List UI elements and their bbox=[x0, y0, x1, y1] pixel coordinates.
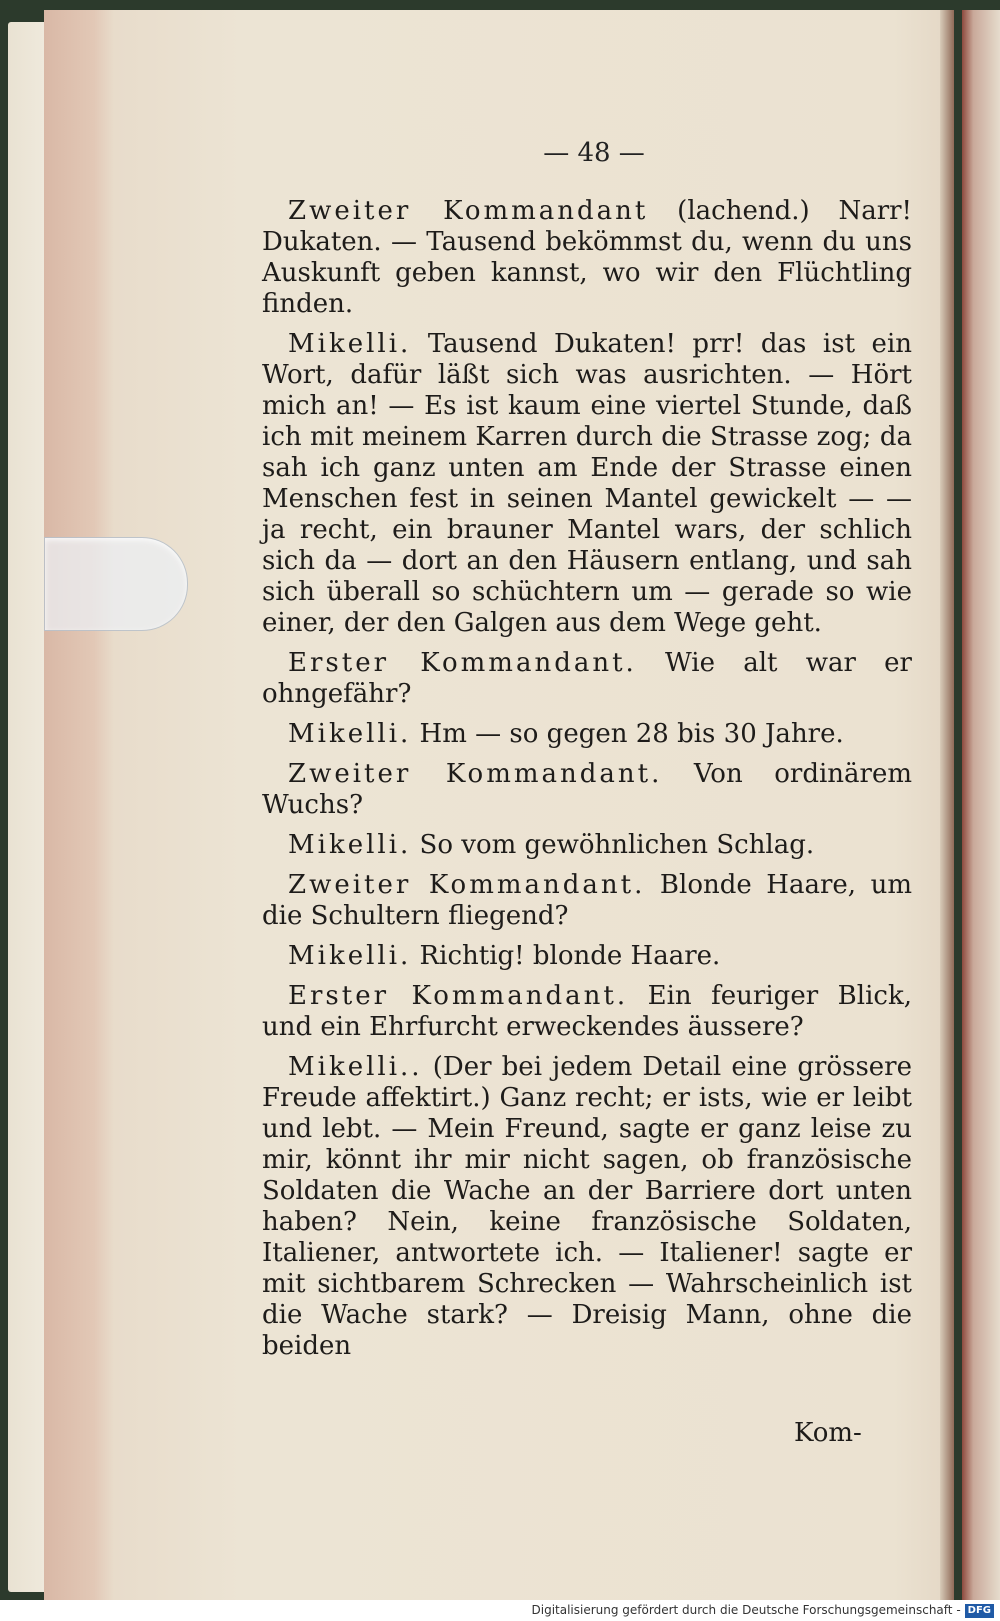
paragraph-text: Wie alt war er ohngefähr? bbox=[262, 648, 912, 709]
footer-text: Digitalisierung gefördert durch die Deutsche Forschungsgemeinschaft - bbox=[531, 1603, 961, 1617]
digitization-footer bbox=[0, 1600, 1000, 1621]
speaker-name: Erster Kommandant. bbox=[288, 981, 629, 1011]
paragraph-text: Hm — so gegen 28 bis 30 Jahre. bbox=[411, 719, 844, 749]
speaker-name: Mikelli. bbox=[288, 329, 412, 359]
paragraph-text: Blonde Haare, um die Schultern fliegend? bbox=[262, 870, 912, 931]
paragraph-text: Richtig! blonde Haare. bbox=[411, 941, 721, 971]
paragraph bbox=[262, 870, 912, 932]
page-gutter bbox=[940, 10, 954, 1600]
speaker-name: Mikelli. bbox=[288, 719, 412, 749]
paragraph-text: So vom gewöhnlichen Schlag. bbox=[411, 830, 815, 860]
paragraph bbox=[262, 759, 912, 821]
book-page bbox=[44, 10, 954, 1600]
paragraph bbox=[262, 1052, 912, 1362]
text-block bbox=[262, 196, 912, 1371]
speaker-name: Mikelli.. bbox=[288, 1052, 423, 1082]
speaker-name: Erster Kommandant. bbox=[288, 648, 637, 678]
paragraph bbox=[262, 719, 912, 750]
paragraph-text: Von ordinärem Wuchs? bbox=[262, 759, 913, 820]
page-number: — 48 — bbox=[543, 138, 645, 168]
facing-page-edge bbox=[962, 10, 1000, 1605]
speaker-name: Zweiter Kommandant bbox=[288, 196, 649, 226]
dfg-logo-icon: DFG bbox=[965, 1604, 994, 1618]
speaker-name: Zweiter Kommandant. bbox=[288, 870, 646, 900]
speaker-name: Zweiter Kommandant. bbox=[288, 759, 663, 789]
speaker-name: Mikelli. bbox=[288, 830, 412, 860]
paragraph bbox=[262, 196, 912, 320]
paragraph bbox=[262, 830, 912, 861]
paragraph bbox=[262, 648, 912, 710]
paragraph bbox=[262, 981, 912, 1043]
paragraph bbox=[262, 329, 912, 639]
paragraph-text: (lachend.) Narr! Dukaten. — Tausend bekömmst du, wenn du uns Auskunft geben kannst, wo wir den Flüchtling finden. bbox=[262, 196, 912, 319]
speaker-name: Mikelli. bbox=[288, 941, 412, 971]
page-clip bbox=[44, 537, 188, 631]
paragraph-text: Tausend Dukaten! prr! das ist ein Wort, dafür läßt sich was ausrichten. — Hört mich an! — Es ist kaum eine viertel Stunde, daß ich mit meinem Karren durch die Strasse zog; da sah ich ganz unten am Ende der Strasse einen Menschen fest in seinen Mantel gewickelt — — ja recht, ein brauner Mantel wars, der schlich sich da — dort an den Häusern entlang, und sah sich überall so schüchtern um — gerade so wie einer, der den Galgen aus dem Wege geht. bbox=[262, 329, 912, 638]
paragraph-text: (Der bei jedem Detail eine grössere Freude affektirt.) Ganz recht; er ists, wie er leibt und lebt. — Mein Freund, sagte er ganz leise zu mir, könnt ihr mir nicht sagen, ob französische Soldaten die Wache an der Barriere dort unten haben? Nein, keine französische Soldaten, Italiener, antwortete ich. — Italiener! sagte er mit sichtbarem Schrecken — Wahrscheinlich ist die Wache stark? — Dreisig Mann, ohne die beiden bbox=[262, 1052, 912, 1361]
catchword: Kom- bbox=[794, 1418, 862, 1448]
paragraph-text: Ein feuriger Blick, und ein Ehrfurcht erweckendes äussere? bbox=[262, 981, 912, 1042]
paragraph bbox=[262, 941, 912, 972]
